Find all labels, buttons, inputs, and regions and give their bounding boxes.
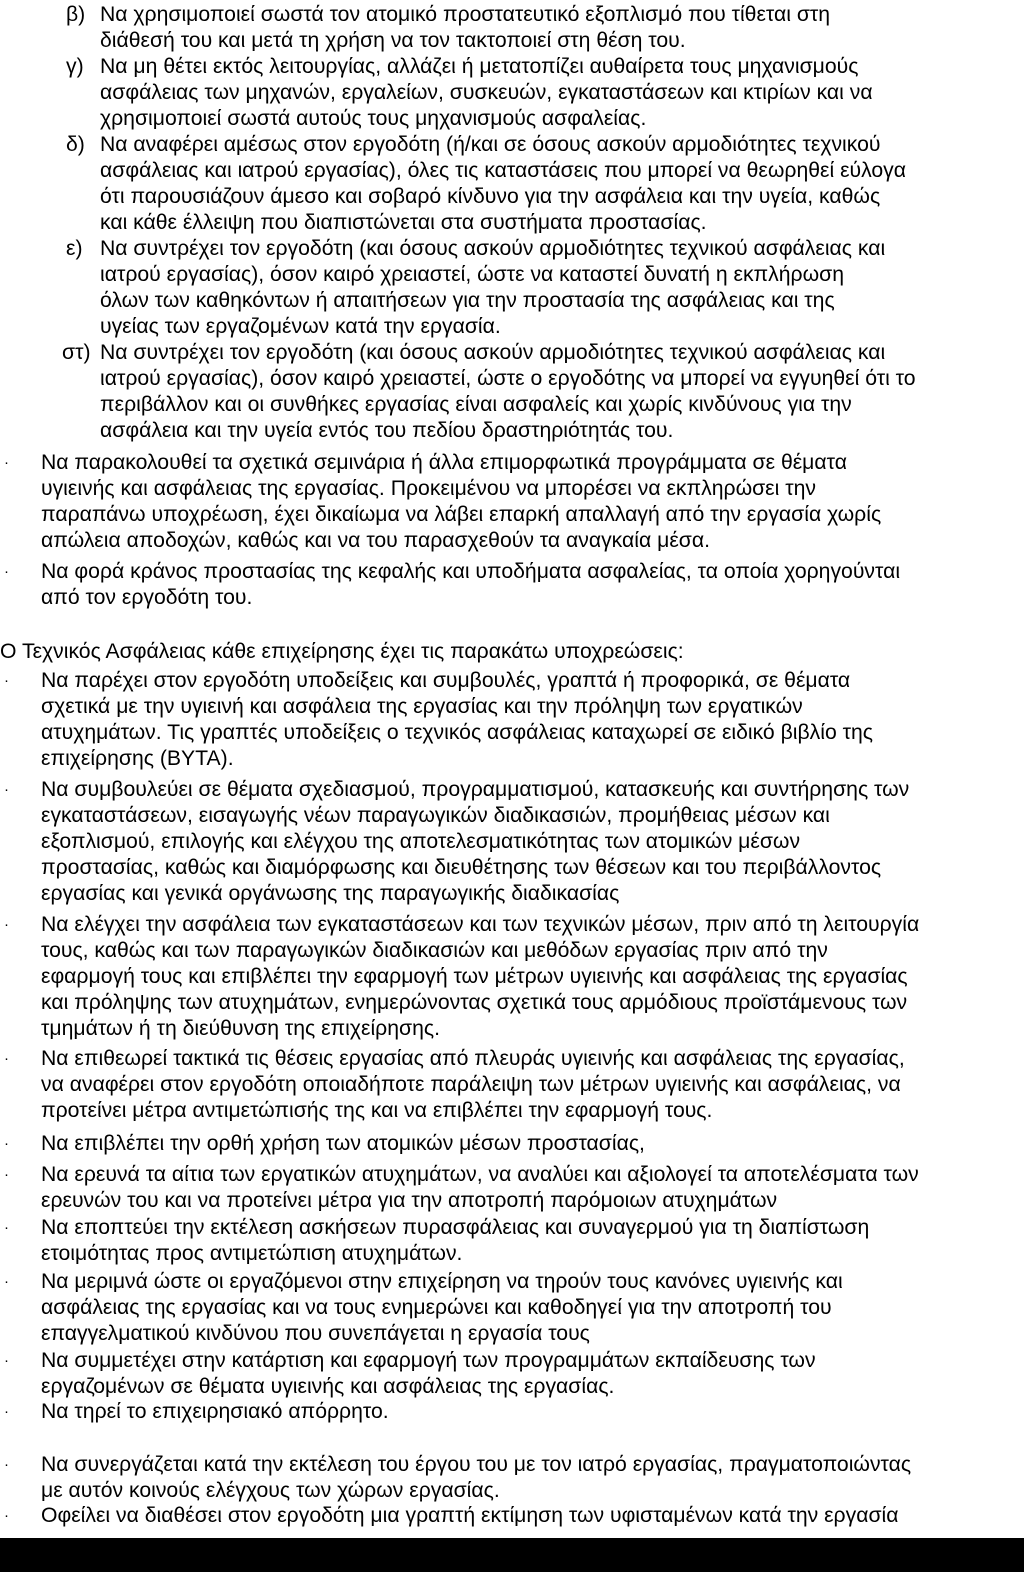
tech-bullet-text-line: επιχείρησης (ΒΥΤΑ). [41, 747, 234, 770]
tech-bullet-text-line: προτείνει μέτρα αντιμετώπισής της και να επιβλέπει την εφαρμογή τους. [41, 1099, 713, 1122]
sub-item-text-line: υγείας των εργαζομένων κατά την εργασία. [100, 315, 501, 338]
sub-item-text-line: χρησιμοποιεί σωστά αυτούς τους μηχανισμούς ασφαλείας. [100, 107, 647, 130]
bullet-marker: · [4, 1456, 9, 1473]
sub-item-text-line: διάθεσή του και μετά τη χρήση να τον τακτοποιεί στη θέση του. [100, 29, 686, 52]
bullet-marker: · [4, 1273, 9, 1290]
tech-bullet-text-line: ασφάλειας της εργασίας και να τους ενημερώνει και καθοδηγεί για την αποτροπή του [41, 1296, 832, 1319]
sub-item-text-line: ασφάλειας των μηχανών, εργαλείων, συσκευών, εγκαταστάσεων και κτιρίων και να [100, 81, 873, 104]
sub-item-label: γ) [66, 55, 84, 78]
tech-bullet-text-line: με αυτόν κοινούς ελέγχους των χώρων εργασίας. [41, 1479, 500, 1502]
sub-item-text-line: ότι παρουσιάζουν άμεσο και σοβαρό κίνδυνο για την ασφάλεια και την υγεία, καθώς [100, 185, 881, 208]
worker-bullet-text-line: υγιεινής και ασφάλειας της εργασίας. Προκειμένου να μπορέσει να εκπληρώσει την [41, 477, 816, 500]
sub-item-text-line: ιατρού εργασίας), όσον καιρό χρειαστεί, ώστε να καταστεί δυνατή η εκπλήρωση [100, 263, 844, 286]
worker-bullet-text-line: Να παρακολουθεί τα σχετικά σεμινάρια ή άλλα επιμορφωτικά προγράμματα σε θέματα [41, 451, 847, 474]
tech-bullet-text-line: Να εποπτεύει την εκτέλεση ασκήσεων πυρασφάλειας και συναγερμού για τη διαπίστωση [41, 1216, 870, 1239]
sub-item-label: β) [66, 3, 86, 26]
bullet-marker: · [4, 1507, 9, 1524]
sub-item-text-line: ασφάλειας και ιατρού εργασίας), όλες τις καταστάσεις που μπορεί να θεωρηθεί εύλογα [100, 159, 907, 182]
tech-bullet-text-line: να αναφέρει στον εργοδότη οποιαδήποτε παράλειψη των μέτρων υγιεινής και ασφάλειας, να [41, 1073, 901, 1096]
tech-bullet-text-line: Να επιβλέπει την ορθή χρήση των ατομικών μέσων προστασίας, [41, 1132, 645, 1155]
tech-bullet-text-line: εγκαταστάσεων, εισαγωγής νέων παραγωγικών διαδικασιών, προμήθειας μέσων και [41, 804, 830, 827]
sub-item-text-line: όλων των καθηκόντων ή απαιτήσεων για την προστασία της ασφάλειας και της [100, 289, 835, 312]
tech-bullet-text-line: τμημάτων ή τη διεύθυνση της επιχείρησης. [41, 1017, 440, 1040]
tech-bullet-text-line: ατυχημάτων. Τις γραπτές υποδείξεις ο τεχνικός ασφάλειας καταχωρεί σε ειδικό βιβλίο της [41, 721, 874, 744]
bullet-marker: · [4, 1050, 9, 1067]
tech-bullet-text-line: Να ερευνά τα αίτια των εργατικών ατυχημάτων, να αναλύει και αξιολογεί τα αποτελέσματα των [41, 1163, 919, 1186]
tech-bullet-text-line: σχετικά με την υγιεινή και ασφάλεια της εργασίας και την πρόληψη των εργατικών [41, 695, 803, 718]
sub-item-text-line: Να μη θέτει εκτός λειτουργίας, αλλάζει ή μετατοπίζει αυθαίρετα τους μηχανισμούς [100, 55, 859, 78]
tech-bullet-text-line: Να ελέγχει την ασφάλεια των εγκαταστάσεων και των τεχνικών μέσων, πριν από τη λειτουργία [41, 913, 920, 936]
tech-bullet-text-line: ετοιμότητας προς αντιμετώπιση ατυχημάτων. [41, 1242, 463, 1265]
bullet-marker: · [4, 1166, 9, 1183]
bullet-marker: · [4, 672, 9, 689]
tech-bullet-text-line: εργασίας και γενικά οργάνωσης της παραγωγικής διαδικασίας [41, 882, 620, 905]
sub-item-label: στ) [62, 341, 91, 364]
tech-bullet-text-line: Να συνεργάζεται κατά την εκτέλεση του έργου του με τον ιατρό εργασίας, πραγματοποιώντας [41, 1453, 912, 1476]
tech-bullet-text-line: Να παρέχει στον εργοδότη υποδείξεις και συμβουλές, γραπτά ή προφορικά, σε θέματα [41, 669, 851, 692]
tech-bullet-text-line: εργαζομένων σε θέματα υγιεινής και ασφάλειας της εργασίας. [41, 1375, 615, 1398]
tech-bullet-text-line: και πρόληψης των ατυχημάτων, ενημερώνοντας σχετικά τους αρμόδιους προϊστάμενους των [41, 991, 908, 1014]
tech-bullet-text-line: Να μεριμνά ώστε οι εργαζόμενοι στην επιχείρηση να τηρούν τους κανόνες υγιεινής και [41, 1270, 843, 1293]
tech-bullet-text-line: Να επιθεωρεί τακτικά τις θέσεις εργασίας από πλευράς υγιεινής και ασφάλειας της εργασίας, [41, 1047, 905, 1070]
sub-item-text-line: ασφάλεια και την υγεία εντός του πεδίου δραστηριότητάς του. [100, 419, 674, 442]
tech-bullet-text-line: προστασίας, καθώς και διαμόρφωσης και διευθέτησης των θέσεων και του περιβάλλοντος [41, 856, 882, 879]
sub-item-label: ε) [66, 237, 83, 260]
bottom-black-band [0, 1538, 1024, 1572]
tech-bullet-text-line: ερευνών του και να προτείνει μέτρα για την αποτροπή παρόμοιων ατυχημάτων [41, 1189, 778, 1212]
tech-bullet-text-line: Οφείλει να διαθέσει στον εργοδότη μια γραπτή εκτίμηση των υφισταμένων κατά την εργασία [41, 1504, 899, 1527]
worker-bullet-text-line: παραπάνω υποχρέωση, έχει δικαίωμα να λάβει επαρκή απαλλαγή από την εργασία χωρίς [41, 503, 882, 526]
sub-item-text-line: Να αναφέρει αμέσως στον εργοδότη (ή/και σε όσους ασκούν αρμοδιότητες τεχνικού [100, 133, 881, 156]
worker-bullet-text-line: από τον εργοδότη του. [41, 586, 253, 609]
sub-item-text-line: και κάθε έλλειψη που διαπιστώνεται στα συστήματα προστασίας. [100, 211, 707, 234]
sub-item-text-line: Να χρησιμοποιεί σωστά τον ατομικό προστατευτικό εξοπλισμό που τίθεται στη [100, 3, 831, 26]
section-heading: Ο Τεχνικός Ασφάλειας κάθε επιχείρησης έχει τις παρακάτω υποχρεώσεις: [0, 640, 684, 663]
sub-item-label: δ) [66, 133, 85, 156]
sub-item-text-line: Να συντρέχει τον εργοδότη (και όσους ασκούν αρμοδιότητες τεχνικού ασφάλειας και [100, 237, 886, 260]
tech-bullet-text-line: τους, καθώς και των παραγωγικών διαδικασιών και μεθόδων εργασίας πριν από την [41, 939, 828, 962]
tech-bullet-text-line: εφαρμογή τους και επιβλέπει την εφαρμογή των μέτρων υγιεινής και ασφάλειας της εργασίας [41, 965, 908, 988]
bullet-marker: · [4, 1352, 9, 1369]
worker-bullet-text-line: Να φορά κράνος προστασίας της κεφαλής και υποδήματα ασφαλείας, τα οποία χορηγούνται [41, 560, 901, 583]
tech-bullet-text-line: Να συμβουλεύει σε θέματα σχεδιασμού, προγραμματισμού, κατασκευής και συντήρησης των [41, 778, 910, 801]
tech-bullet-text-line: Να συμμετέχει στην κατάρτιση και εφαρμογή των προγραμμάτων εκπαίδευσης των [41, 1349, 816, 1372]
worker-bullet-text-line: απώλεια αποδοχών, καθώς και να του παρασχεθούν τα αναγκαία μέσα. [41, 529, 710, 552]
tech-bullet-text-line: Να τηρεί το επιχειρησιακό απόρρητο. [41, 1400, 389, 1423]
tech-bullet-text-line: επαγγελματικού κινδύνου που συνεπάγεται η εργασία τους [41, 1322, 590, 1345]
bullet-marker: · [4, 454, 9, 471]
bullet-marker: · [4, 916, 9, 933]
sub-item-text-line: περιβάλλον και οι συνθήκες εργασίας είναι ασφαλείς και χωρίς κινδύνους για την [100, 393, 852, 416]
bullet-marker: · [4, 1135, 9, 1152]
bullet-marker: · [4, 563, 9, 580]
bullet-marker: · [4, 1403, 9, 1420]
bullet-marker: · [4, 1219, 9, 1236]
bullet-marker: · [4, 781, 9, 798]
tech-bullet-text-line: εξοπλισμού, επιλογής και ελέγχου της αποτελεσματικότητας των ατομικών μέσων [41, 830, 801, 853]
sub-item-text-line: ιατρού εργασίας), όσον καιρό χρειαστεί, ώστε ο εργοδότης να μπορεί να εγγυηθεί ότι το [100, 367, 916, 390]
sub-item-text-line: Να συντρέχει τον εργοδότη (και όσους ασκούν αρμοδιότητες τεχνικού ασφάλειας και [100, 341, 886, 364]
